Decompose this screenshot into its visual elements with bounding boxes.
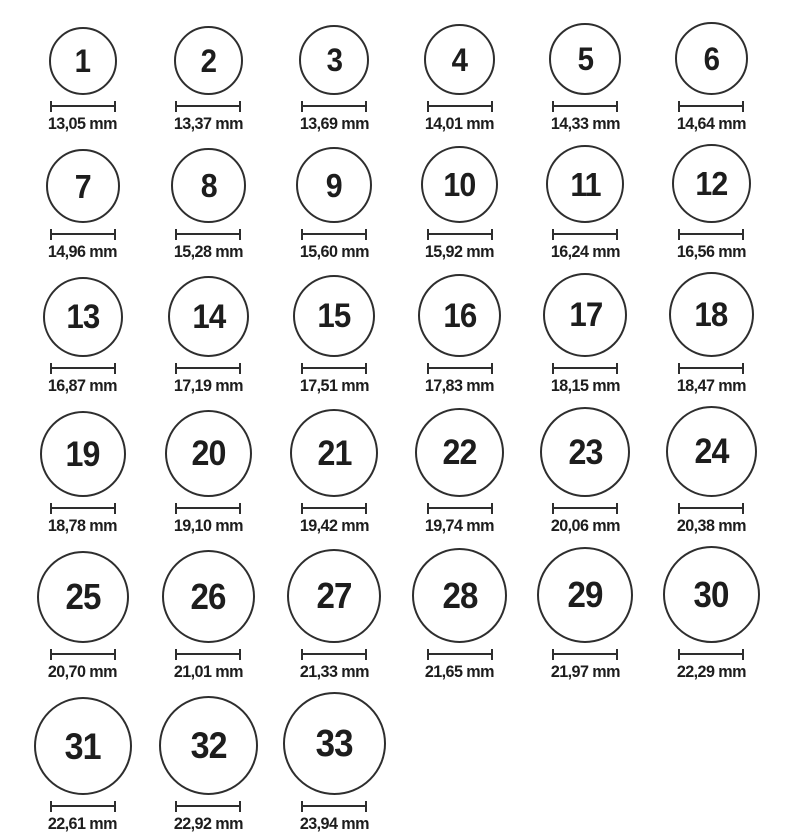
measure-line-icon — [50, 233, 116, 235]
diameter-label: 13,37 mm — [173, 114, 244, 133]
measure-right-tick-icon — [616, 503, 618, 514]
ring-size-grid — [20, 22, 774, 834]
diameter-label: 18,47 mm — [676, 376, 746, 395]
measure-line-icon — [301, 233, 367, 235]
diameter-label: 18,15 mm — [550, 376, 621, 395]
ring-circle — [299, 25, 369, 95]
measure-line-icon — [175, 105, 241, 107]
diameter-measure — [50, 649, 116, 660]
ring-size-number: 5 — [577, 41, 594, 77]
ring-size-item — [165, 410, 252, 536]
measure-right-tick-icon — [491, 229, 493, 240]
ring-size-number: 12 — [695, 165, 728, 202]
ring-size-number: 27 — [316, 575, 352, 616]
measure-line-icon — [552, 653, 618, 655]
measure-right-tick-icon — [616, 101, 618, 112]
diameter-measure — [552, 503, 618, 514]
measure-right-tick-icon — [365, 801, 367, 812]
ring-size-item — [675, 22, 748, 134]
diameter-label: 15,60 mm — [299, 242, 369, 261]
ring-size-item — [549, 23, 622, 134]
ring-circle — [40, 411, 126, 497]
measure-line-icon — [50, 105, 116, 107]
ring-size-item — [46, 149, 120, 262]
ring-circle — [174, 26, 243, 95]
diameter-measure — [301, 101, 367, 112]
diameter-label: 14,33 mm — [550, 114, 621, 133]
ring-size-number: 32 — [190, 725, 227, 766]
measure-right-tick-icon — [742, 229, 744, 240]
ring-size-number: 17 — [568, 296, 602, 334]
measure-line-icon — [678, 233, 744, 235]
ring-size-item — [283, 692, 386, 834]
ring-size-number: 16 — [443, 296, 477, 335]
ring-circle — [43, 277, 123, 357]
ring-circle — [287, 549, 381, 643]
ring-size-number: 6 — [703, 40, 719, 77]
diameter-label: 22,61 mm — [48, 814, 118, 833]
measure-line-icon — [552, 367, 618, 369]
ring-size-number: 33 — [315, 722, 353, 765]
measure-line-icon — [678, 105, 744, 107]
ring-size-item — [293, 275, 375, 396]
ring-size-number: 4 — [452, 41, 468, 78]
measure-line-icon — [427, 105, 493, 107]
measure-right-tick-icon — [114, 101, 116, 112]
ring-circle — [49, 27, 117, 95]
ring-size-number: 11 — [570, 165, 601, 203]
ring-circle — [415, 408, 504, 497]
ring-circle — [37, 551, 129, 643]
ring-size-item — [421, 146, 498, 262]
ring-size-number: 2 — [200, 42, 217, 79]
measure-right-tick-icon — [616, 363, 618, 374]
diameter-label: 14,01 mm — [425, 114, 495, 133]
diameter-measure — [175, 101, 241, 112]
measure-line-icon — [552, 233, 618, 235]
ring-circle — [412, 548, 507, 643]
ring-size-item — [663, 546, 760, 682]
ring-circle — [672, 144, 751, 223]
diameter-label: 16,24 mm — [550, 242, 621, 261]
diameter-label: 22,92 mm — [173, 814, 244, 833]
measure-line-icon — [50, 507, 116, 509]
ring-circle — [159, 696, 258, 795]
ring-size-number: 8 — [200, 167, 217, 204]
measure-line-icon — [50, 805, 116, 807]
ring-size-item — [43, 277, 123, 396]
ring-circle — [293, 275, 375, 357]
measure-line-icon — [301, 105, 367, 107]
ring-size-item — [415, 408, 504, 536]
diameter-label: 17,51 mm — [299, 376, 369, 395]
measure-right-tick-icon — [491, 503, 493, 514]
measure-right-tick-icon — [491, 101, 493, 112]
diameter-measure — [301, 363, 367, 374]
measure-line-icon — [427, 653, 493, 655]
ring-size-item — [172, 26, 245, 134]
ring-size-item — [40, 411, 126, 536]
ring-size-number: 13 — [66, 298, 100, 336]
ring-circle — [543, 273, 627, 357]
diameter-label: 21,65 mm — [425, 662, 495, 681]
measure-line-icon — [678, 507, 744, 509]
measure-right-tick-icon — [365, 229, 367, 240]
ring-circle — [424, 24, 495, 95]
ring-size-item — [37, 551, 129, 682]
ring-size-number: 20 — [191, 434, 226, 473]
ring-size-item — [171, 148, 246, 262]
measure-right-tick-icon — [365, 101, 367, 112]
measure-line-icon — [678, 367, 744, 369]
diameter-measure — [678, 229, 744, 240]
diameter-label: 13,05 mm — [48, 114, 118, 133]
measure-line-icon — [175, 653, 241, 655]
diameter-label: 19,74 mm — [425, 516, 495, 535]
diameter-measure — [678, 101, 744, 112]
diameter-measure — [552, 363, 618, 374]
ring-size-number: 7 — [74, 167, 91, 205]
ring-size-item — [290, 409, 378, 536]
measure-line-icon — [427, 507, 493, 509]
ring-size-number: 30 — [693, 573, 729, 615]
diameter-measure — [678, 649, 744, 660]
measure-right-tick-icon — [114, 363, 116, 374]
diameter-label: 23,94 mm — [299, 814, 369, 833]
ring-circle — [162, 550, 255, 643]
measure-line-icon — [301, 805, 367, 807]
ring-size-number: 23 — [568, 432, 603, 472]
diameter-measure — [678, 363, 744, 374]
measure-line-icon — [552, 507, 618, 509]
diameter-label: 19,10 mm — [173, 516, 244, 535]
diameter-measure — [552, 101, 618, 112]
measure-right-tick-icon — [365, 649, 367, 660]
diameter-label: 18,78 mm — [48, 516, 118, 535]
diameter-label: 15,92 mm — [425, 242, 495, 261]
ring-size-item — [298, 25, 371, 134]
diameter-label: 22,29 mm — [676, 662, 746, 681]
measure-right-tick-icon — [742, 503, 744, 514]
diameter-measure — [50, 503, 116, 514]
diameter-label: 21,97 mm — [550, 662, 621, 681]
ring-size-item — [46, 27, 119, 134]
diameter-measure — [175, 363, 241, 374]
measure-line-icon — [301, 653, 367, 655]
diameter-measure — [552, 229, 618, 240]
ring-size-number: 21 — [317, 433, 352, 473]
measure-right-tick-icon — [114, 503, 116, 514]
ring-size-item — [418, 274, 501, 396]
ring-size-item — [287, 549, 381, 682]
diameter-label: 20,70 mm — [48, 662, 118, 681]
ring-size-item — [546, 145, 624, 262]
diameter-measure — [678, 503, 744, 514]
ring-size-number: 1 — [75, 43, 91, 79]
diameter-label: 19,42 mm — [299, 516, 369, 535]
ring-size-number: 15 — [317, 297, 351, 335]
diameter-measure — [50, 801, 116, 812]
diameter-measure — [175, 503, 241, 514]
measure-right-tick-icon — [491, 363, 493, 374]
ring-size-number: 24 — [694, 432, 729, 471]
measure-right-tick-icon — [742, 363, 744, 374]
diameter-measure — [427, 649, 493, 660]
ring-circle — [540, 407, 630, 497]
ring-size-number: 19 — [65, 434, 100, 474]
measure-line-icon — [552, 105, 618, 107]
measure-line-icon — [175, 233, 241, 235]
diameter-label: 20,06 mm — [550, 516, 621, 535]
diameter-measure — [552, 649, 618, 660]
ring-size-number: 14 — [191, 297, 225, 336]
ring-size-item — [666, 406, 757, 536]
ring-size-number: 28 — [442, 574, 478, 616]
measure-line-icon — [50, 367, 116, 369]
ring-size-item — [162, 550, 255, 682]
ring-circle — [666, 406, 757, 497]
diameter-label: 17,83 mm — [425, 376, 495, 395]
measure-line-icon — [301, 507, 367, 509]
diameter-measure — [301, 649, 367, 660]
measure-right-tick-icon — [114, 649, 116, 660]
diameter-label: 15,28 mm — [173, 242, 244, 261]
diameter-measure — [50, 363, 116, 374]
ring-size-item — [672, 144, 751, 262]
diameter-measure — [301, 229, 367, 240]
ring-size-number: 29 — [567, 574, 603, 615]
diameter-label: 21,33 mm — [299, 662, 369, 681]
ring-size-item — [540, 407, 630, 536]
diameter-label: 13,69 mm — [299, 114, 369, 133]
measure-line-icon — [427, 367, 493, 369]
measure-right-tick-icon — [365, 503, 367, 514]
measure-right-tick-icon — [114, 229, 116, 240]
measure-right-tick-icon — [239, 101, 241, 112]
ring-circle — [165, 410, 252, 497]
diameter-measure — [175, 801, 241, 812]
diameter-measure — [175, 649, 241, 660]
diameter-measure — [427, 101, 493, 112]
ring-size-item — [423, 24, 496, 134]
ring-size-item — [412, 548, 507, 682]
diameter-measure — [175, 229, 241, 240]
measure-right-tick-icon — [616, 649, 618, 660]
measure-right-tick-icon — [239, 649, 241, 660]
ring-circle — [46, 149, 120, 223]
measure-right-tick-icon — [239, 801, 241, 812]
ring-circle — [669, 272, 754, 357]
diameter-label: 14,64 mm — [676, 114, 746, 133]
measure-right-tick-icon — [742, 101, 744, 112]
measure-right-tick-icon — [491, 649, 493, 660]
ring-size-number: 31 — [64, 725, 101, 767]
measure-line-icon — [175, 805, 241, 807]
ring-size-number: 18 — [694, 295, 728, 334]
ring-size-item — [159, 696, 258, 834]
ring-circle — [168, 276, 249, 357]
diameter-measure — [50, 229, 116, 240]
ring-circle — [171, 148, 246, 223]
diameter-label: 16,56 mm — [676, 242, 746, 261]
ring-size-number: 10 — [443, 166, 476, 203]
ring-circle — [296, 147, 372, 223]
diameter-label: 21,01 mm — [173, 662, 244, 681]
diameter-label: 20,38 mm — [676, 516, 746, 535]
ring-size-number: 9 — [326, 166, 343, 204]
ring-size-number: 25 — [65, 576, 101, 617]
measure-line-icon — [301, 367, 367, 369]
diameter-label: 16,87 mm — [48, 376, 118, 395]
ring-circle — [663, 546, 760, 643]
ring-circle — [537, 547, 633, 643]
measure-line-icon — [427, 233, 493, 235]
diameter-label: 17,19 mm — [173, 376, 244, 395]
ring-size-item — [543, 273, 627, 396]
measure-right-tick-icon — [239, 363, 241, 374]
diameter-measure — [301, 801, 367, 812]
ring-size-item — [296, 147, 372, 262]
diameter-label: 14,96 mm — [48, 242, 118, 261]
ring-size-number: 22 — [442, 433, 477, 472]
ring-size-item — [168, 276, 249, 396]
measure-line-icon — [175, 367, 241, 369]
ring-circle — [34, 697, 132, 795]
diameter-measure — [50, 101, 116, 112]
ring-circle — [549, 23, 621, 95]
ring-circle — [290, 409, 378, 497]
measure-line-icon — [50, 653, 116, 655]
diameter-measure — [427, 229, 493, 240]
ring-circle — [283, 692, 386, 795]
diameter-measure — [427, 503, 493, 514]
measure-right-tick-icon — [365, 363, 367, 374]
measure-right-tick-icon — [616, 229, 618, 240]
ring-size-item — [34, 697, 132, 834]
measure-right-tick-icon — [114, 801, 116, 812]
measure-right-tick-icon — [742, 649, 744, 660]
measure-line-icon — [175, 507, 241, 509]
ring-circle — [418, 274, 501, 357]
ring-circle — [675, 22, 748, 95]
ring-size-item — [669, 272, 754, 396]
measure-line-icon — [678, 653, 744, 655]
ring-size-number: 3 — [326, 42, 342, 78]
measure-right-tick-icon — [239, 503, 241, 514]
ring-size-item — [537, 547, 633, 682]
ring-size-number: 26 — [190, 575, 226, 617]
ring-circle — [421, 146, 498, 223]
measure-right-tick-icon — [239, 229, 241, 240]
diameter-measure — [301, 503, 367, 514]
diameter-measure — [427, 363, 493, 374]
ring-circle — [546, 145, 624, 223]
